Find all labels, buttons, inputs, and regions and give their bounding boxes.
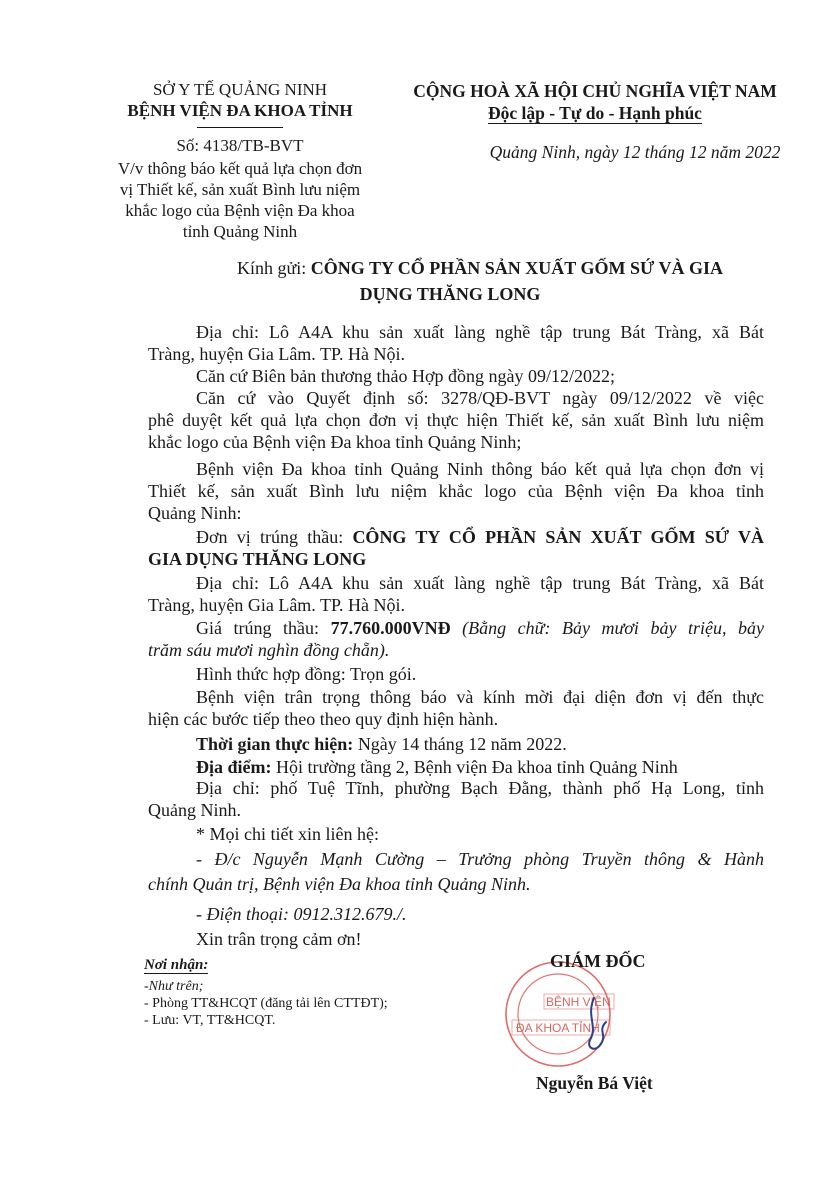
signature-scribble <box>576 996 616 1061</box>
recipient-item: - Lưu: VT, TT&HCQT. <box>144 1013 276 1028</box>
address1-line1: Địa chỉ: Lô A4A khu sản xuất làng nghề tập trung Bát Tràng, xã Bát <box>196 322 764 342</box>
price-words: (Bằng chữ: Bảy mươi bảy triệu, bảy <box>450 618 764 638</box>
department-name: SỞ Y TẾ QUẢNG NINH <box>152 80 328 99</box>
contact-heading: * Mọi chi tiết xin liên hệ: <box>196 824 379 844</box>
venue-value: Hội trường tầng 2, Bệnh viện Đa khoa tỉnh Quảng Ninh <box>271 757 678 777</box>
recipient-item: -Như trên; <box>144 979 204 994</box>
basis-decision-line1: Căn cứ vào Quyết định số: 3278/QĐ-BVT ngày 09/12/2022 về việc <box>196 388 764 408</box>
subject-line: khắc logo của Bệnh viện Đa khoa <box>125 201 355 220</box>
signer-position: GIÁM ĐỐC <box>550 951 646 971</box>
notice-line2: Thiết kế, sản xuất Bình lưu niệm khắc logo của Bệnh viện Đa khoa tỉnh <box>148 481 764 501</box>
time-line <box>196 733 567 755</box>
recipient-line <box>160 258 800 279</box>
winner-label: Đơn vị trúng thầu: <box>196 527 353 547</box>
basis-decision-line2: phê duyệt kết quả lựa chọn đơn vị thực hiện Thiết kế, sản xuất Bình lưu niệm <box>148 410 764 430</box>
recipients-title-text: Nơi nhận: <box>144 957 209 973</box>
address2-line2: Tràng, huyện Gia Lâm. TP. Hà Nội. <box>148 595 405 615</box>
winner-company: CÔNG TY CỔ PHẦN SẢN XUẤT GỐM SỨ VÀ <box>352 527 764 547</box>
price-label: Giá trúng thầu: <box>196 618 331 638</box>
address2-line1: Địa chỉ: Lô A4A khu sản xuất làng nghề tập trung Bát Tràng, xã Bát <box>196 573 764 593</box>
address1-line2: Tràng, huyện Gia Lâm. TP. Hà Nội. <box>148 344 405 364</box>
price-value: 77.760.000VNĐ <box>330 618 451 638</box>
subject-line: tỉnh Quảng Ninh <box>182 222 298 241</box>
venue-address-line1: Địa chỉ: phố Tuệ Tĩnh, phường Bạch Đằng, thành phố Hạ Long, tỉnh <box>196 778 764 798</box>
contract-form: Hình thức hợp đồng: Trọn gói. <box>196 664 417 684</box>
header-left-rule <box>197 127 283 128</box>
national-motto <box>440 103 750 124</box>
country-name: CỘNG HOÀ XÃ HỘI CHỦ NGHĨA VIỆT NAM <box>413 81 777 101</box>
invite-line1: Bệnh viện trân trọng thông báo và kính mời đại diện đơn vị đến thực <box>196 687 764 707</box>
signer-name: Nguyễn Bá Việt <box>536 1073 653 1093</box>
recipient-prefix: Kính gửi: <box>237 258 311 278</box>
place-date: Quảng Ninh, ngày 12 tháng 12 năm 2022 <box>489 142 781 162</box>
contact-person-line2: chính Quản trị, Bệnh viện Đa khoa tỉnh Quảng Ninh. <box>148 874 531 894</box>
basis-decision-line3: khắc logo của Bệnh viện Đa khoa tỉnh Quảng Ninh; <box>148 432 522 452</box>
motto-text: Độc lập - Tự do - Hạnh phúc <box>488 103 702 123</box>
document-subject <box>110 158 370 242</box>
time-value: Ngày 14 tháng 12 năm 2022. <box>353 734 567 754</box>
basis-minutes: Căn cứ Biên bản thương thảo Hợp đồng ngày 09/12/2022; <box>196 366 616 386</box>
hospital-name: BỆNH VIỆN ĐA KHOA TỈNH <box>127 101 353 120</box>
winner-line2: GIA DỤNG THĂNG LONG <box>148 549 367 569</box>
recipient-company: CÔNG TY CỔ PHẦN SẢN XUẤT GỐM SỨ VÀ GIA <box>310 258 723 278</box>
venue-line <box>196 756 678 778</box>
price-line2: trăm sáu mươi nghìn đồng chẵn). <box>148 640 390 660</box>
subject-line: V/v thông báo kết quả lựa chọn đơn <box>117 159 363 178</box>
seal-text-line1: BỆNH VIỆN <box>546 995 611 1009</box>
notice-line1: Bệnh viện Đa khoa tỉnh Quảng Ninh thông báo kết quả lựa chọn đơn vị <box>196 459 764 479</box>
price-line1 <box>196 617 764 639</box>
venue-label: Địa điểm: <box>196 757 272 777</box>
subject-line: vị Thiết kế, sản xuất Bình lưu niệm <box>119 180 361 199</box>
invite-line2: hiện các bước tiếp theo theo quy định hiện hành. <box>148 709 499 729</box>
contact-person-line1: - Đ/c Nguyễn Mạnh Cường – Trưởng phòng Truyền thông & Hành <box>196 849 764 869</box>
closing-line: Xin trân trọng cảm ơn! <box>196 929 362 949</box>
winner-line1 <box>196 526 764 548</box>
contact-phone: - Điện thoại: 0912.312.679./. <box>196 904 407 924</box>
recipient-item: - Phòng TT&HCQT (đăng tải lên CTTĐT); <box>144 996 388 1011</box>
recipients-title <box>144 957 208 974</box>
document-number: Số: 4138/TB-BVT <box>176 136 304 155</box>
venue-address-line2: Quảng Ninh. <box>148 800 241 820</box>
seal-text-line2: ĐA KHOA TỈNH <box>516 1021 600 1035</box>
notice-line3: Quảng Ninh: <box>148 503 242 523</box>
time-label: Thời gian thực hiện: <box>196 734 354 754</box>
recipient-company-cont: DỤNG THĂNG LONG <box>359 284 541 304</box>
